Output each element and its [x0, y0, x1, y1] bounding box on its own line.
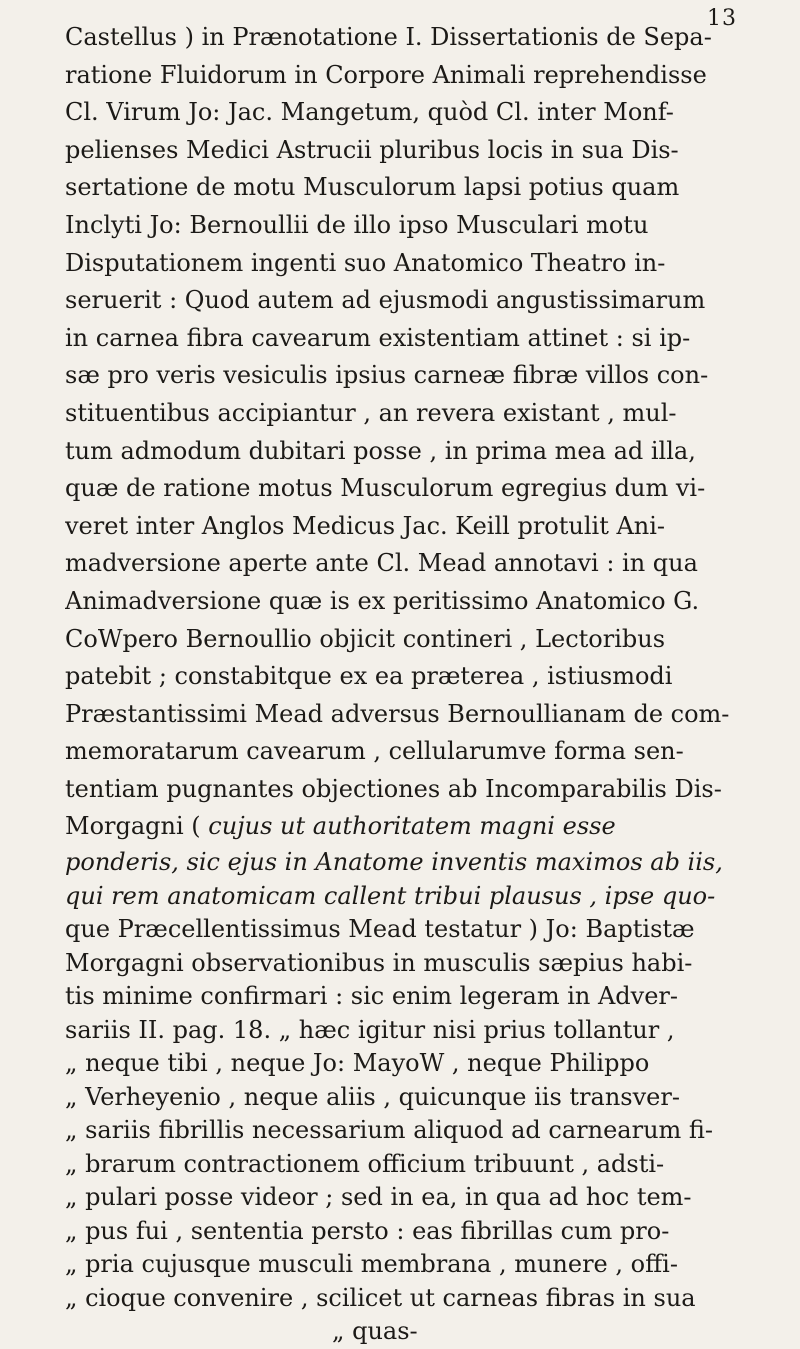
italic-fragment: ponderis, sic ejus in Anatome inventis maximos ab iis, — [65, 848, 723, 877]
text-line: „ pulari posse videor ; sed in ea, in qua ad hoc tem- — [65, 1183, 692, 1212]
text-line: seruerit : Quod autem ad ejusmodi angustissimarum — [65, 286, 706, 315]
text-line-italic — [65, 846, 800, 880]
text-line: quæ de ratione motus Musculorum egregius dum vi- — [65, 474, 706, 503]
text-line: sariis II. pag. 18. „ hæc igitur nisi prius tollantur , — [65, 1015, 675, 1044]
text-line: „ sariis fibrillis necessarium aliquod ad carnearum fi- — [65, 1116, 714, 1145]
text-line: „ quas- — [65, 1317, 418, 1346]
text-line: Præstantissimi Mead adversus Bernoullianam de com- — [65, 699, 730, 728]
text-line: tentiam pugnantes objectiones ab Incomparabilis Dis- — [65, 774, 722, 803]
text-line: „ neque tibi , neque Jo: MayoW , neque Philippo — [65, 1049, 650, 1078]
text-line-italic-part — [65, 808, 800, 846]
text-line: Disputationem ingenti suo Anatomico Theatro in- — [65, 248, 666, 277]
text-line: sæ pro veris vesiculis ipsius carneæ fibræ villos con- — [65, 361, 709, 390]
text-line: Animadversione quæ is ex peritissimo Anatomico G. — [65, 586, 700, 615]
text-line: „ brarum contractionem officium tribuunt , adsti- — [65, 1149, 665, 1178]
text-line: „ cioque convenire , scilicet ut carneas fibras in sua — [65, 1283, 696, 1312]
text-line: memoratarum cavearum , cellularumve forma sen- — [65, 737, 684, 766]
text-line: tis minime confirmari : sic enim legeram in Adver- — [65, 982, 679, 1011]
body-text — [65, 19, 800, 1349]
text-line: pelienses Medici Astrucii pluribus locis in sua Dis- — [65, 135, 679, 164]
text-line: Castellus ) in Prænotatione I. Dissertationis de Sepa- — [65, 23, 712, 51]
text-line-italic — [65, 880, 800, 914]
italic-fragment: qui rem anatomicam callent tribui plausus , ipse quo- — [65, 881, 716, 910]
text-line: „ Verheyenio , neque aliis , quicunque iis transver- — [65, 1082, 680, 1111]
text-fragment: Morgagni ( — [65, 812, 209, 841]
italic-fragment: cujus ut authoritatem magni esse — [208, 812, 616, 841]
text-line: que Præcellentissimus Mead testatur ) Jo: Baptistæ — [65, 915, 695, 944]
text-line: „ pus fui , sententia persto : eas fibrillas cum pro- — [65, 1216, 670, 1245]
text-line: patebit ; constabitque ex ea præterea , istiusmodi — [65, 662, 673, 691]
text-line: Inclyti Jo: Bernoullii de illo ipso Musculari motu — [65, 210, 649, 239]
text-line: veret inter Anglos Medicus Jac. Keill protulit Ani- — [65, 511, 666, 540]
text-line: ratione Fluidorum in Corpore Animali reprehendisse — [65, 60, 707, 89]
text-line: tum admodum dubitari posse , in prima mea ad illa, — [65, 436, 696, 465]
text-line: in carnea fibra cavearum existentiam attinet : si ip- — [65, 323, 691, 352]
text-line: sertatione de motu Musculorum lapsi potius quam — [65, 173, 680, 202]
text-line: „ pria cujusque musculi membrana , munere , offi- — [65, 1250, 678, 1279]
text-line: CoWpero Bernoullio objicit contineri , Lectoribus — [65, 624, 666, 653]
text-line: Morgagni observationibus in musculis sæpius habi- — [65, 948, 693, 977]
text-line: Cl. Virum Jo: Jac. Mangetum, quòd Cl. inter Monf- — [65, 98, 674, 127]
page-number: 13 — [707, 6, 737, 31]
text-line: madversione aperte ante Cl. Mead annotavi : in qua — [65, 549, 698, 578]
text-line: stituentibus accipiantur , an revera existant , mul- — [65, 398, 677, 427]
